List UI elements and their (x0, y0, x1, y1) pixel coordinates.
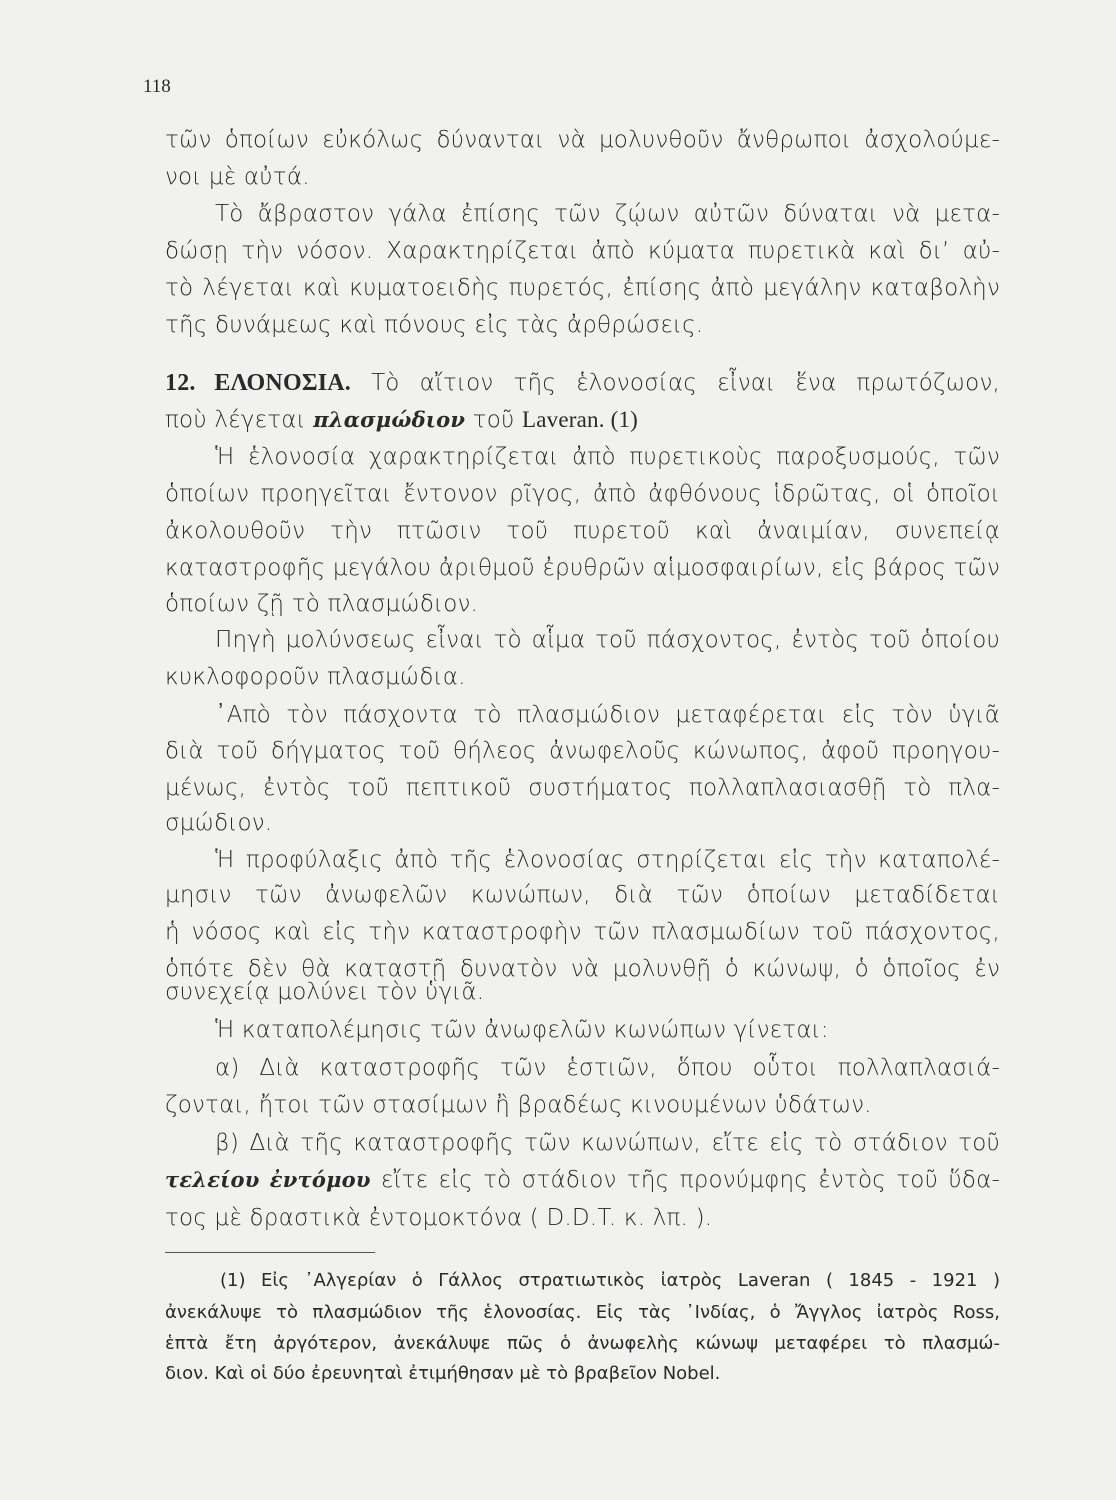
text-line: Πηγὴ μολύνσεως εἶναι τὸ αἷμα τοῦ πάσχοντος, ἐντὸς τοῦ ὁποίου (215, 627, 1000, 653)
text-line: δώσῃ τὴν νόσον. Χαρακτηρίζεται ἀπὸ κύματα πυρετικὰ καὶ δι’ αὐ- (165, 238, 1000, 264)
text-line: ὁποίων προηγεῖται ἔντονον ρῖγος, ἀπὸ ἀφθόνους ἱδρῶτας, οἱ ὁποῖοι (165, 481, 1000, 507)
text-line: τος μὲ δραστικὰ ἐντομοκτόνα ( D.D.T. κ. λπ. ). (165, 1205, 713, 1231)
text-span: Laveran. (1) (521, 407, 639, 432)
text-line: ὁπότε δὲν θὰ καταστῇ δυνατὸν νὰ μολυνθῇ ὁ κώνωψ, ὁ ὁποῖος ἐν (165, 956, 1000, 982)
text-line: ᾿Απὸ τὸν πάσχοντα τὸ πλασμώδιον μεταφέρεται εἰς τὸν ὑγιᾶ (215, 702, 1000, 728)
emphasis-term: πλασμώδιον (313, 407, 466, 432)
text-line: διὰ τοῦ δήγματος τοῦ θήλεος ἀνωφελοῦς κώνωπος, ἀφοῦ προηγου- (165, 738, 1000, 764)
text-line: μησιν τῶν ἀνωφελῶν κωνώπων, διὰ τῶν ὁποίων μεταδίδεται (165, 882, 1000, 908)
section-heading-line (165, 367, 1000, 399)
text-line (165, 1164, 1000, 1196)
text-line: νοι μὲ αὐτά. (165, 164, 310, 190)
text-line: β) Διὰ τῆς καταστροφῆς τῶν κωνώπων, εἴτε εἰς τὸ στάδιον τοῦ (215, 1130, 1000, 1156)
footnote-divider (165, 1252, 375, 1253)
text-line: ζονται, ἤτοι τῶν στασίμων ἢ βραδέως κινουμένων ὑδάτων. (165, 1092, 872, 1118)
text-line: τὸ λέγεται καὶ κυματοειδὴς πυρετός, ἐπίσης ἀπὸ μεγάλην καταβολὴν (165, 275, 1000, 301)
text-line: συνεχείᾳ μολύνει τὸν ὑγιᾶ. (165, 979, 485, 1005)
text-line: τῆς δυνάμεως καὶ πόνους εἰς τὰς ἀρθρώσεις. (165, 312, 704, 338)
footnote-line: ἑπτὰ ἔτη ἀργότερον, ἀνεκάλυψε πῶς ὁ ἀνωφελὴς κώνωψ μεταφέρει τὸ πλασμώ- (165, 1333, 1000, 1354)
emphasis-term: τελείου ἐντόμου (165, 1167, 371, 1192)
text-span: τοῦ (472, 407, 515, 433)
text-line: Ἡ προφύλαξις ἀπὸ τῆς ἑλονοσίας στηρίζεται εἰς τὴν καταπολέ- (215, 847, 1000, 873)
text-line: σμώδιον. (165, 810, 273, 836)
text-line: α) Διὰ καταστροφῆς τῶν ἑστιῶν, ὅπου οὗτοι πολλαπλασιά- (215, 1055, 1000, 1081)
text-line (165, 404, 1000, 436)
footnote-line: διον. Καὶ οἱ δύο ἐρευνηταὶ ἐτιμήθησαν μὲ τὸ βραβεῖον Nobel. (165, 1363, 721, 1384)
text-line: Ἡ ἑλονοσία χαρακτηρίζεται ἀπὸ πυρετικοὺς παροξυσμούς, τῶν (215, 444, 1000, 470)
text-line: ὁποίων ζῇ τὸ πλασμώδιον. (165, 591, 479, 617)
footnote-line: ἀνεκάλυψε τὸ πλασμώδιον τῆς ἑλονοσίας. Εἰς τὰς ᾿Ινδίας, ὁ Ἄγγλος ἰατρὸς Ross, (165, 1302, 1000, 1323)
text-line: μένως, ἐντὸς τοῦ πεπτικοῦ συστήματος πολλαπλασιασθῇ τὸ πλα- (165, 775, 1000, 801)
text-line: Ἡ καταπολέμησις τῶν ἀνωφελῶν κωνώπων γίνεται: (215, 1017, 829, 1043)
page-number: 118 (143, 76, 171, 97)
section-heading: 12. ΕΛΟΝΟΣΙΑ. (165, 370, 351, 396)
text-line: κυκλοφοροῦν πλασμώδια. (165, 664, 466, 690)
text-span: εἴτε εἰς τὸ στάδιον τῆς προνύμφης ἐντὸς τοῦ ὕδα- (380, 1167, 1001, 1193)
text-line: καταστροφῆς μεγάλου ἀριθμοῦ ἐρυθρῶν αἱμοσφαιρίων, εἰς βάρος τῶν (165, 555, 1000, 581)
text-line: ἀκολουθοῦν τὴν πτῶσιν τοῦ πυρετοῦ καὶ ἀναιμίαν, συνεπείᾳ (165, 518, 1000, 544)
footnote-line: (1) Εἰς ᾿Αλγερίαν ὁ Γάλλος στρατιωτικὸς ἰατρὸς Laveran ( 1845 - 1921 ) (220, 1270, 1000, 1291)
text-span: Τὸ αἴτιον τῆς ἑλονοσίας εἶναι ἕνα πρωτόζωον, (371, 370, 1001, 396)
text-span: ποὺ λέγεται (165, 407, 306, 433)
text-line: τῶν ὁποίων εὐκόλως δύνανται νὰ μολυνθοῦν ἄνθρωποι ἀσχολούμε- (165, 127, 1000, 153)
text-line: ἡ νόσος καὶ εἰς τὴν καταστροφὴν τῶν πλασμωδίων τοῦ πάσχοντος, (165, 919, 1000, 945)
text-line: Τὸ ἄβραστον γάλα ἐπίσης τῶν ζῴων αὐτῶν δύναται νὰ μετα- (215, 201, 1000, 227)
